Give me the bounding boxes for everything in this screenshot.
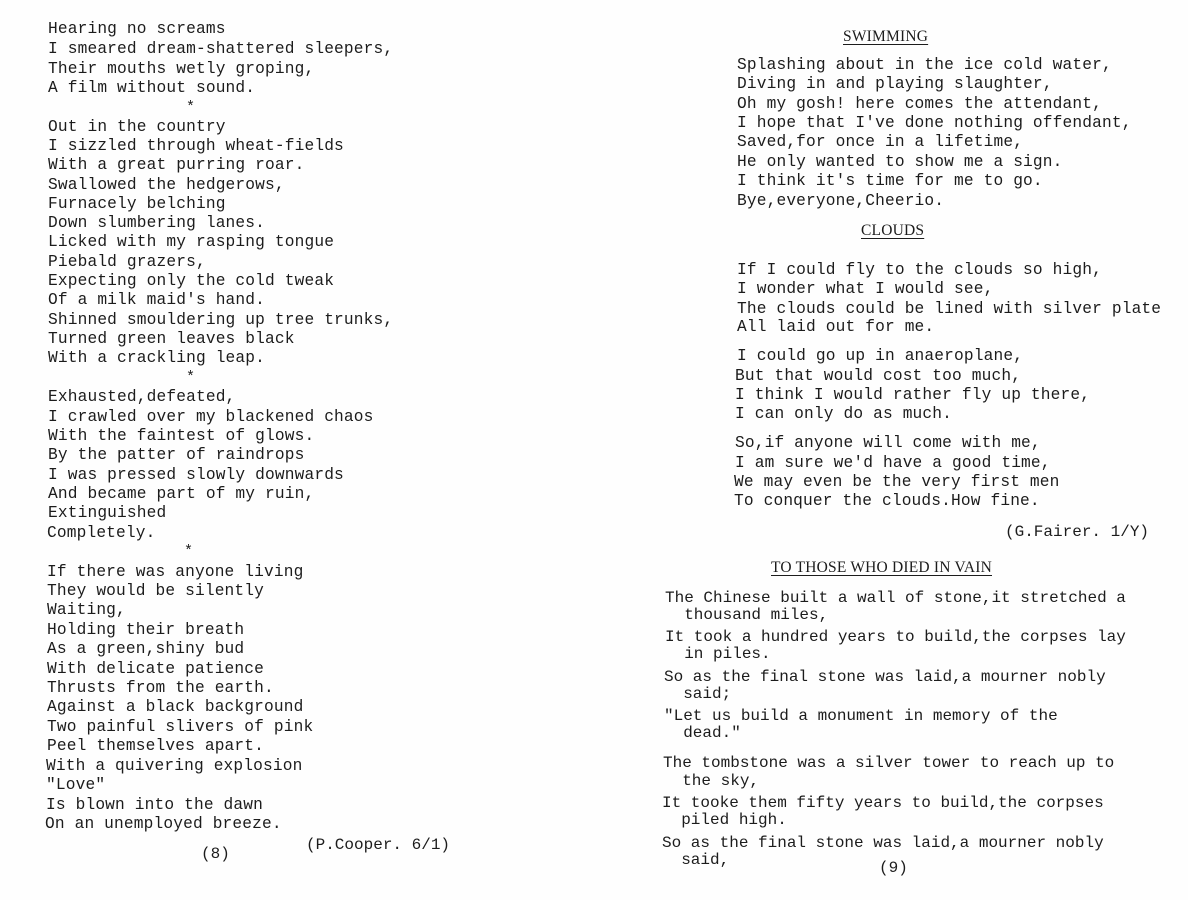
poem-line: Their mouths wetly groping, bbox=[48, 60, 315, 78]
poem-line: As a green,shiny bud bbox=[47, 640, 245, 658]
poem-line: With a crackling leap. bbox=[48, 349, 266, 367]
poem-line: All laid out for me. bbox=[737, 318, 935, 336]
poem-line: I think it's time for me to go. bbox=[737, 172, 1043, 190]
poem-line: Hearing no screams bbox=[48, 20, 226, 38]
poem-line: I think I would rather fly up there, bbox=[735, 386, 1091, 404]
poem-line: So,if anyone will come with me, bbox=[735, 434, 1041, 452]
poem-line: He only wanted to show me a sign. bbox=[737, 153, 1063, 171]
poem-line: Oh my gosh! here comes the attendant, bbox=[737, 95, 1102, 113]
right-page bbox=[594, 0, 1188, 900]
poem-line: "Let us build a monument in memory of the bbox=[664, 707, 1058, 725]
poem-line: It tooke them fifty years to build,the corpses bbox=[662, 794, 1104, 812]
poem-line: The Chinese built a wall of stone,it stretched a bbox=[665, 589, 1126, 607]
poem-line: Splashing about in the ice cold water, bbox=[737, 56, 1112, 74]
poem-line: It took a hundred years to build,the corpses lay bbox=[665, 628, 1126, 646]
poem-line: So as the final stone was laid,a mourner nobly bbox=[662, 834, 1104, 852]
poem-line: The tombstone was a silver tower to reach up to bbox=[663, 754, 1115, 772]
poem-line: Exhausted,defeated, bbox=[48, 388, 236, 406]
poem-title-vain: TO THOSE WHO DIED IN VAIN bbox=[771, 559, 992, 576]
poem-line: Piebald grazers, bbox=[48, 253, 206, 271]
poem-line: Shinned smouldering up tree trunks, bbox=[48, 311, 394, 329]
section-separator: * bbox=[186, 99, 196, 116]
poem-line: Holding their breath bbox=[47, 621, 245, 639]
poem-line: They would be silently bbox=[47, 582, 265, 600]
section-separator: * bbox=[184, 543, 194, 560]
poem-line: With a great purring roar. bbox=[48, 156, 305, 174]
poem-line: I sizzled through wheat-fields bbox=[48, 137, 344, 155]
poem-line: I was pressed slowly downwards bbox=[48, 466, 344, 484]
poem-line: Peel themselves apart. bbox=[47, 737, 265, 755]
poem-line: With delicate patience bbox=[47, 660, 265, 678]
poem-line: By the patter of raindrops bbox=[48, 446, 305, 464]
poem-line: I crawled over my blackened chaos bbox=[48, 408, 374, 426]
poem-line: And became part of my ruin, bbox=[48, 485, 315, 503]
poem-line: The clouds could be lined with silver plate bbox=[737, 300, 1162, 318]
poem-title-swimming: SWIMMING bbox=[843, 28, 929, 45]
poem-line: So as the final stone was laid,a mourner nobly bbox=[664, 668, 1106, 686]
poem-line: Of a milk maid's hand. bbox=[48, 291, 266, 309]
poem-line: said; bbox=[664, 685, 732, 703]
poem-line: "Love" bbox=[46, 776, 106, 794]
poem-line: Bye,everyone,Cheerio. bbox=[737, 192, 945, 210]
author-credit: (G.Fairer. 1/Y) bbox=[1005, 523, 1150, 541]
poem-line: With the faintest of glows. bbox=[48, 427, 315, 445]
poem-line: Extinguished bbox=[48, 504, 167, 522]
poem-line: Two painful slivers of pink bbox=[47, 718, 314, 736]
poem-line: On an unemployed breeze. bbox=[45, 815, 282, 833]
author-credit: (P.Cooper. 6/1) bbox=[306, 836, 451, 854]
poem-line: thousand miles, bbox=[665, 606, 829, 624]
poem-line: With a quivering explosion bbox=[46, 757, 303, 775]
poem-line: If I could fly to the clouds so high, bbox=[737, 261, 1102, 279]
poem-line: Completely. bbox=[47, 524, 156, 542]
poem-line: I wonder what I would see, bbox=[737, 280, 994, 298]
poem-line: dead." bbox=[664, 724, 741, 742]
poem-line: in piles. bbox=[665, 645, 771, 663]
poem-line: We may even be the very first men bbox=[734, 473, 1060, 491]
poem-line: I can only do as much. bbox=[735, 405, 953, 423]
section-separator: * bbox=[186, 369, 196, 386]
poem-line: A film without sound. bbox=[48, 79, 256, 97]
poem-line: I could go up in anaeroplane, bbox=[737, 347, 1024, 365]
poem-line: Waiting, bbox=[47, 601, 126, 619]
poem-line: I am sure we'd have a good time, bbox=[735, 454, 1051, 472]
poem-line: Thrusts from the earth. bbox=[47, 679, 274, 697]
poem-line: Against a black background bbox=[47, 698, 304, 716]
poem-line: But that would cost too much, bbox=[735, 367, 1022, 385]
poem-title-clouds: CLOUDS bbox=[861, 222, 925, 239]
poem-line: piled high. bbox=[662, 811, 787, 829]
poem-line: Expecting only the cold tweak bbox=[48, 272, 335, 290]
poem-line: said, bbox=[662, 851, 730, 869]
poem-line: Out in the country bbox=[48, 118, 226, 136]
poem-line: Down slumbering lanes. bbox=[48, 214, 266, 232]
poem-line: To conquer the clouds.How fine. bbox=[734, 492, 1040, 510]
poem-line: Swallowed the hedgerows, bbox=[48, 176, 285, 194]
poem-line: If there was anyone living bbox=[47, 563, 304, 581]
poem-line: Diving in and playing slaughter, bbox=[737, 75, 1053, 93]
page-number: (8) bbox=[201, 845, 230, 863]
poem-line: Turned green leaves black bbox=[48, 330, 295, 348]
poem-line: the sky, bbox=[663, 772, 760, 790]
poem-line: Saved,for once in a lifetime, bbox=[737, 133, 1024, 151]
poem-line: Is blown into the dawn bbox=[46, 796, 264, 814]
page-number: (9) bbox=[879, 859, 908, 877]
poem-line: Furnacely belching bbox=[48, 195, 226, 213]
poem-line: I smeared dream-shattered sleepers, bbox=[48, 40, 394, 58]
poem-line: I hope that I've done nothing offendant, bbox=[737, 114, 1132, 132]
poem-line: Licked with my rasping tongue bbox=[48, 233, 335, 251]
